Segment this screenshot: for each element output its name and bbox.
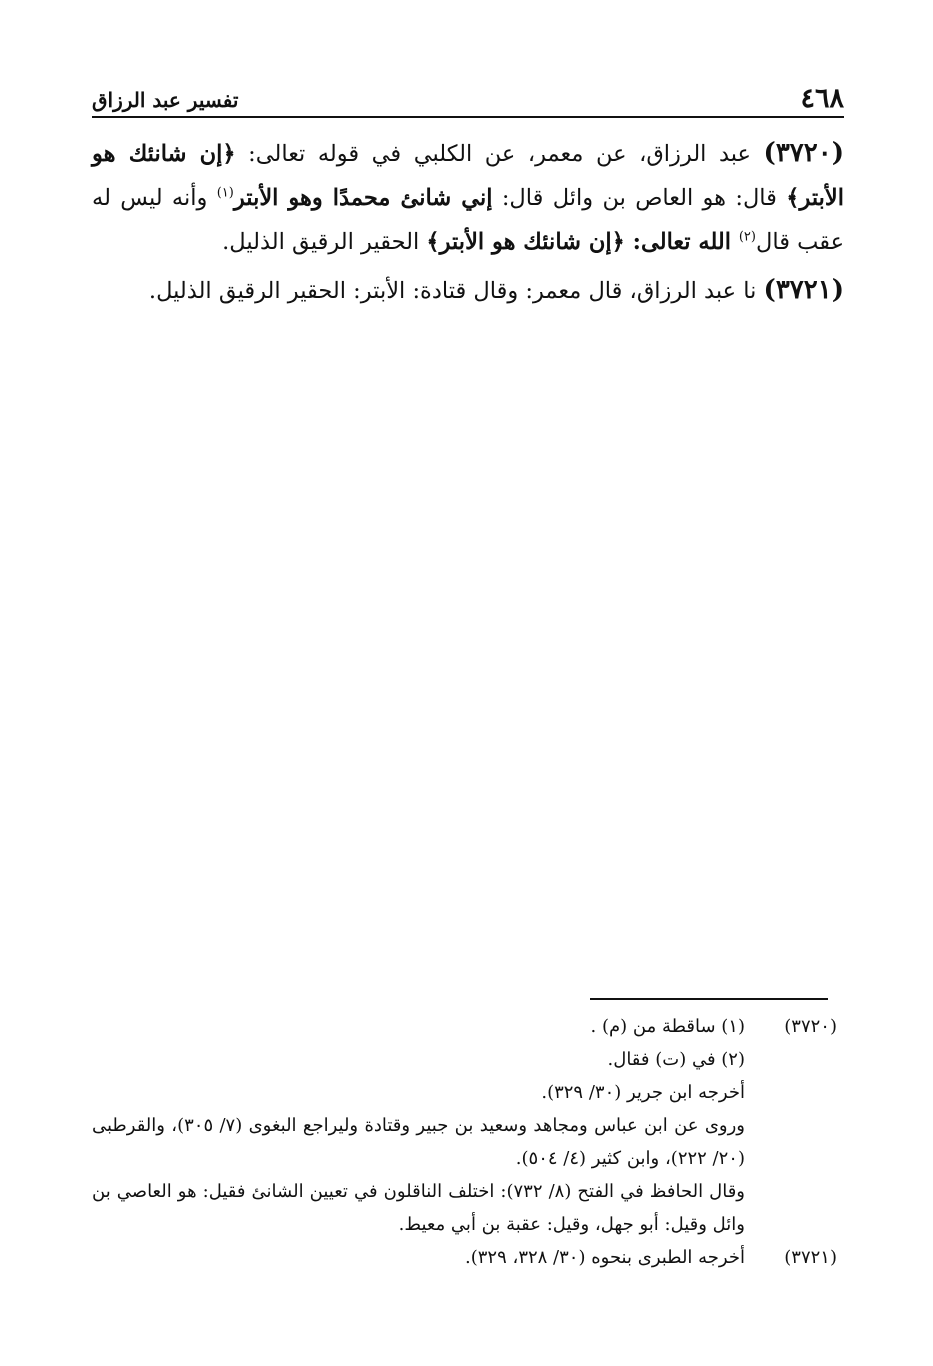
quran-verse: ﴿إن شانئك هو الأبتر﴾ <box>426 229 625 255</box>
footnote-label <box>745 1109 837 1175</box>
footnote-text: (١) ساقطة من (م) . <box>590 1016 745 1037</box>
header-divider <box>92 116 844 118</box>
footnote-text: وقال الحافظ في الفتح (٨/ ٧٣٢): اختلف الناقلون في تعيين الشانئ فقيل: هو العاصي بن وائل وقيل: أبو جهل، وقيل: عقبة بن أبي معيط. <box>92 1181 745 1235</box>
footnote-line <box>92 1109 837 1175</box>
footnote-text: وروى عن ابن عباس ومجاهد وسعيد بن جبير وقتادة وليراجع البغوى (٧/ ٣٠٥)، والقرطبى (٢٠/ ٢٢٢)، وابن كثير (٤/ ٥٠٤). <box>92 1115 745 1169</box>
quran-verse: ﴿إن شانئك هو الأبتر﴾ <box>92 141 844 211</box>
footnote-line <box>92 1043 837 1076</box>
footnote-line <box>92 1010 837 1043</box>
page-header <box>92 82 844 116</box>
entry-text: عبد الرزاق، عن معمر، عن الكلبي في قوله تعالى: <box>235 141 764 167</box>
entry-3720 <box>92 131 844 264</box>
bold-quote: الله تعالى: <box>624 229 739 255</box>
footnote-marker: (١) <box>216 185 234 201</box>
footnote-line <box>92 1076 837 1109</box>
entry-text: قال: هو العاص بن وائل قال: <box>492 185 787 211</box>
entry-number: (٣٧٢١) <box>763 275 844 305</box>
footnote-label <box>745 1175 837 1241</box>
footnote-text: أخرجه ابن جرير (٣٠/ ٣٢٩). <box>541 1082 745 1103</box>
running-title: تفسير عبد الرزاق <box>92 88 239 112</box>
footnote-label <box>745 1043 837 1076</box>
footnote-divider <box>590 998 828 1000</box>
footnote-line <box>92 1175 837 1241</box>
entry-number: (٣٧٢٠) <box>763 138 845 168</box>
bold-quote: إني شانئ محمدًا وهو الأبتر <box>233 185 493 211</box>
footnote-label <box>745 1076 837 1109</box>
footnote-line <box>92 1241 837 1274</box>
entry-text: الحقير الرقيق الذليل. <box>222 229 427 255</box>
page-number: ٤٦٨ <box>800 83 844 114</box>
entry-text: نا عبد الرزاق، قال معمر: وقال قتادة: الأبتر: الحقير الرقيق الذليل. <box>148 278 764 304</box>
footnote-text: أخرجه الطبرى بنحوه (٣٠/ ٣٢٨، ٣٢٩). <box>465 1247 745 1268</box>
footnote-label: (٣٧٢٠) <box>784 1016 837 1037</box>
footnote-label: (٣٧٢١) <box>784 1247 837 1268</box>
entry-text: وأنه ليس له عقب قال <box>92 185 844 255</box>
entry-3721 <box>92 268 844 313</box>
footnotes <box>92 1010 837 1274</box>
footnote-marker: (٢) <box>738 229 756 245</box>
footnote-text: (٢) في (ت) فقال. <box>607 1049 745 1070</box>
main-text <box>92 131 844 313</box>
